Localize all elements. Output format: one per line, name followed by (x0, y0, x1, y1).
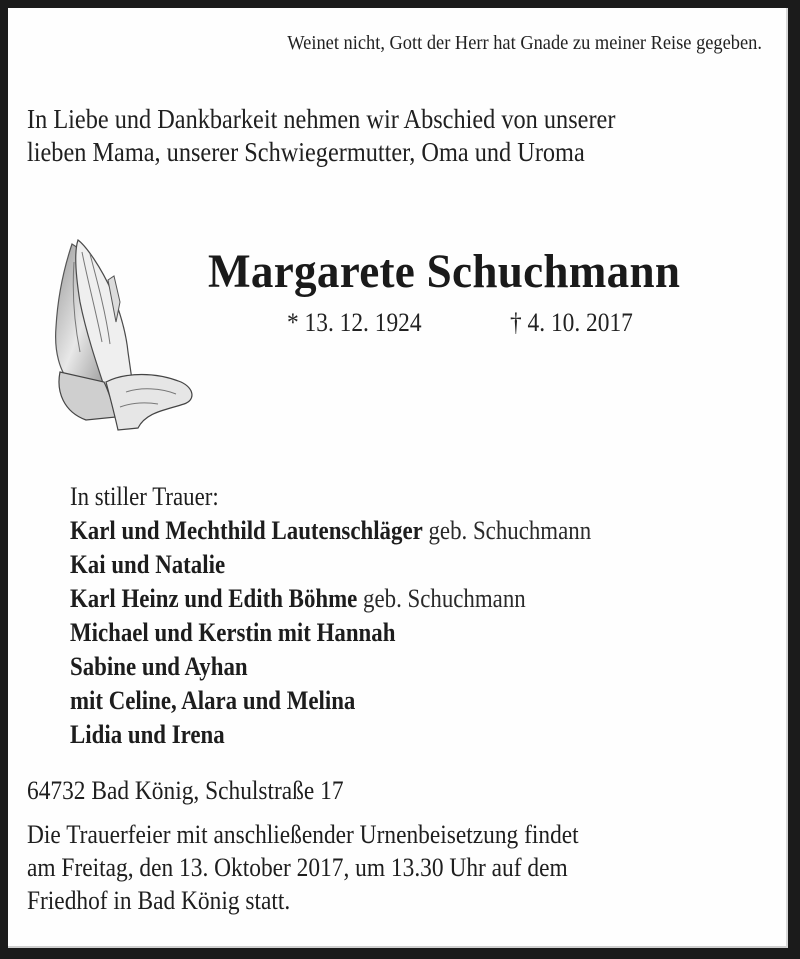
address: 64732 Bad König, Schulstraße 17 (27, 776, 344, 805)
mourner-line (70, 550, 225, 580)
mourners-heading: In stiller Trauer: (70, 482, 219, 511)
bible-quote: Weinet nicht, Gott der Herr hat Gnade zu meiner Reise gegeben. (287, 32, 762, 54)
death-date: † 4. 10. 2017 (510, 308, 633, 337)
mourner-line (70, 652, 248, 682)
ceremony-line-3: Friedhof in Bad König statt. (27, 886, 291, 915)
mourner-name: Lidia und Irena (70, 720, 225, 749)
mourner-name: mit Celine, Alara und Melina (70, 686, 356, 715)
mourner-line (70, 516, 591, 546)
mourner-name: Karl Heinz und Edith Böhme (70, 584, 358, 613)
deceased-name: Margarete Schuchmann (208, 245, 681, 298)
praying-hands-icon (46, 232, 196, 437)
ceremony-line-1: Die Trauerfeier mit anschließender Urnenbeisetzung findet (27, 820, 579, 849)
mourner-line (70, 584, 526, 614)
mourner-suffix: geb. Schuchmann (422, 516, 592, 545)
intro-line-1: In Liebe und Dankbarkeit nehmen wir Abschied von unserer (27, 104, 616, 134)
mourner-line (70, 618, 395, 648)
mourner-name: Michael und Kerstin mit Hannah (70, 618, 396, 647)
mourner-name: Karl und Mechthild Lautenschläger (70, 516, 423, 545)
ceremony-line-2: am Freitag, den 13. Oktober 2017, um 13.30 Uhr auf dem (27, 853, 568, 882)
obituary-notice (8, 8, 788, 948)
mourner-line (70, 720, 225, 750)
mourner-name: Kai und Natalie (70, 550, 226, 579)
birth-date: * 13. 12. 1924 (287, 308, 422, 337)
intro-line-2: lieben Mama, unserer Schwiegermutter, Oma und Uroma (27, 137, 585, 167)
mourner-line (70, 686, 355, 716)
mourner-suffix: geb. Schuchmann (357, 584, 526, 613)
mourner-name: Sabine und Ayhan (70, 652, 248, 681)
